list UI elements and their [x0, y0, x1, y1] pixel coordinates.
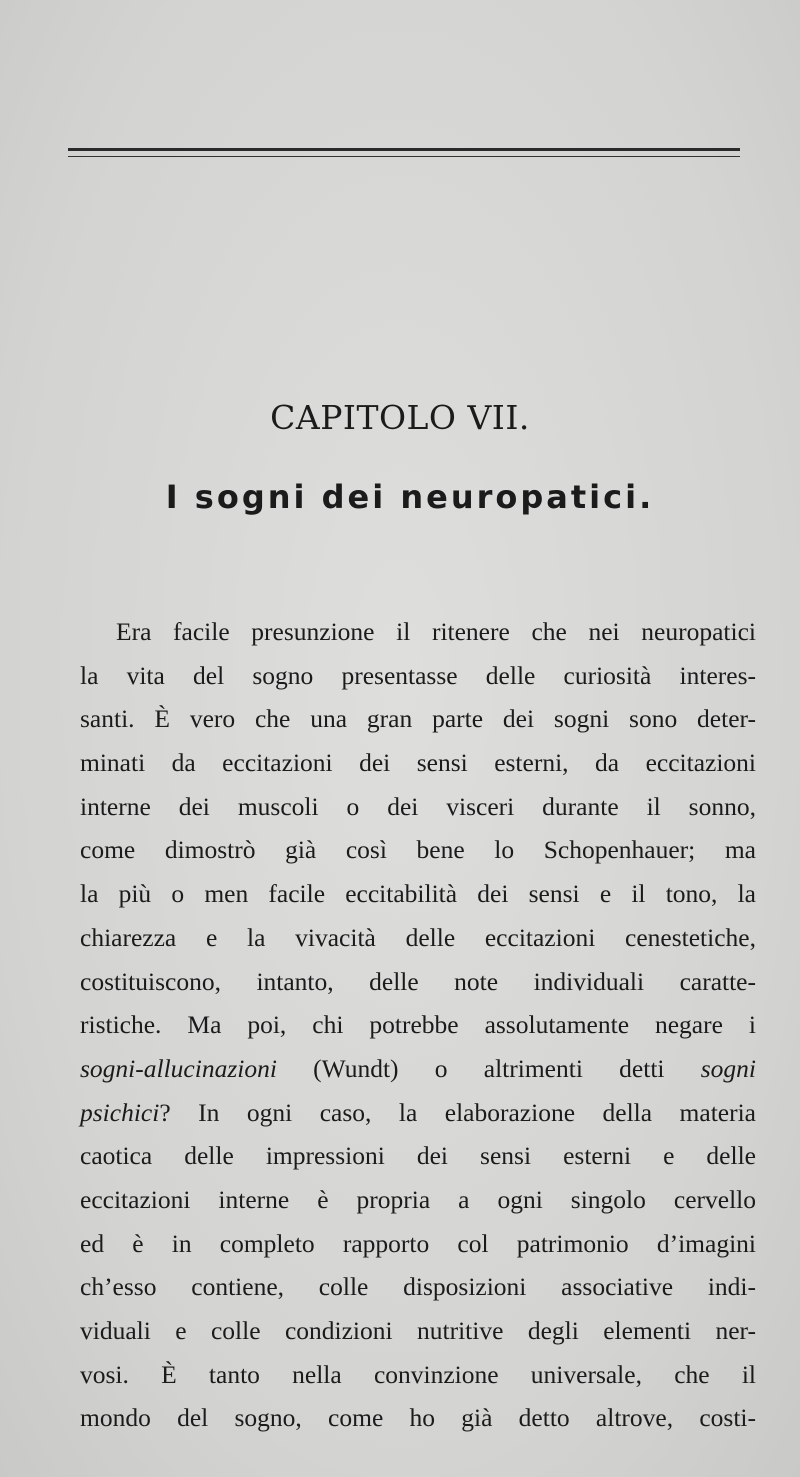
italic-term: sogni-allucinazioni: [80, 1053, 277, 1083]
text-line: interne dei muscoli o dei visceri durante il sonno,: [80, 791, 756, 821]
header-rule-thick: [68, 148, 740, 151]
chapter-heading: CAPITOLO VII.: [270, 398, 530, 437]
text-line: mondo del sogno, come ho già detto altrove, costi-: [80, 1403, 756, 1433]
text-line: Era facile presunzione il ritenere che nei neuropatici: [116, 617, 756, 646]
text-line: santi. È vero che una gran parte dei sogni sono deter-: [80, 704, 756, 734]
text-line: ed è in completo rapporto col patrimonio d’imagini: [80, 1228, 756, 1258]
italic-term: sogni: [700, 1053, 756, 1083]
text-run: (Wundt) o altrimenti detti: [276, 1053, 701, 1083]
text-line: [80, 1047, 756, 1091]
text-line: [80, 1091, 756, 1135]
text-line: la più o men facile eccitabilità dei sensi e il tono, la: [80, 879, 756, 909]
text-line: ch’esso contiene, colle disposizioni associative indi-: [80, 1272, 756, 1302]
text-line: la vita del sogno presentasse delle curiosità interes-: [80, 660, 756, 690]
text-run: ? In ogni caso, la elaborazione della materia: [159, 1097, 756, 1127]
text-line: viduali e colle condizioni nutritive degli elementi ner-: [80, 1316, 756, 1345]
text-line: costituiscono, intanto, delle note individuali caratte-: [80, 966, 756, 996]
text-line: come dimostrò già così bene lo Schopenhauer; ma: [80, 835, 756, 865]
text-line: chiarezza e la vivacità delle eccitazioni cenestetiche,: [80, 922, 756, 952]
body-text: [80, 610, 756, 1440]
chapter-title: I sogni dei neuropatici.: [165, 478, 655, 516]
italic-term: psichici: [80, 1097, 160, 1127]
text-line: vosi. È tanto nella convinzione universale, che il: [80, 1359, 756, 1389]
header-rule-thin: [68, 156, 740, 157]
text-line: caotica delle impressioni dei sensi esterni e delle: [80, 1141, 756, 1171]
text-line: eccitazioni interne è propria a ogni singolo cervello: [80, 1184, 756, 1214]
text-line: ristiche. Ma poi, chi potrebbe assolutamente negare i: [80, 1010, 756, 1040]
text-line: minati da eccitazioni dei sensi esterni, da eccitazioni: [80, 748, 756, 778]
